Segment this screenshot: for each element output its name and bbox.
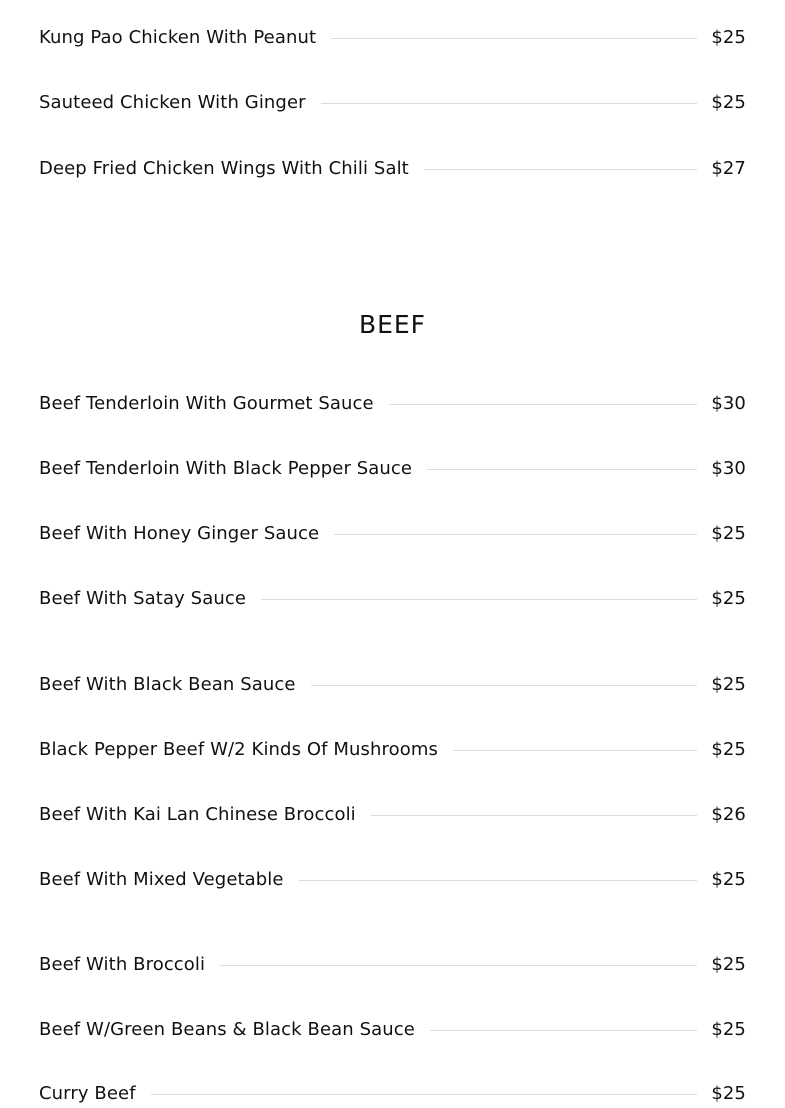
menu-item-price: $25 (711, 587, 746, 609)
leader-line (220, 965, 697, 966)
menu-item-name: Beef With Honey Ginger Sauce (39, 522, 320, 544)
menu-item-price: $25 (711, 953, 746, 975)
menu-item (39, 583, 746, 613)
leader-line (151, 1094, 698, 1095)
menu-item-price: $26 (711, 803, 746, 825)
menu-item-name: Beef With Satay Sauce (39, 587, 246, 609)
menu-item-name: Deep Fried Chicken Wings With Chili Salt (39, 157, 409, 179)
menu-item-name: Curry Beef (39, 1082, 136, 1104)
menu-item-price: $25 (711, 868, 746, 890)
leader-line (424, 169, 698, 170)
menu-item (39, 153, 746, 183)
menu-item-name: Kung Pao Chicken With Peanut (39, 26, 317, 48)
menu-item-price: $30 (711, 457, 746, 479)
menu-item-price: $25 (711, 522, 746, 544)
menu-item (39, 453, 746, 483)
menu-item-price: $25 (711, 26, 746, 48)
menu-item (39, 669, 746, 699)
leader-line (389, 404, 698, 405)
leader-line (299, 880, 698, 881)
menu-item (39, 1014, 746, 1044)
leader-line (331, 38, 697, 39)
menu-item (39, 864, 746, 894)
menu-item (39, 22, 746, 52)
menu-item-name: Beef Tenderloin With Gourmet Sauce (39, 392, 374, 414)
menu-item-price: $25 (711, 91, 746, 113)
leader-line (453, 750, 697, 751)
leader-line (427, 469, 697, 470)
menu-item-price: $25 (711, 1082, 746, 1104)
menu-item (39, 388, 746, 418)
leader-line (261, 599, 697, 600)
menu-item (39, 87, 746, 117)
leader-line (430, 1030, 697, 1031)
menu-item-price: $30 (711, 392, 746, 414)
menu-item-price: $27 (711, 157, 746, 179)
menu-item (39, 949, 746, 979)
leader-line (334, 534, 697, 535)
leader-line (321, 103, 698, 104)
menu-item-price: $25 (711, 1018, 746, 1040)
menu-item-name: Beef With Black Bean Sauce (39, 673, 296, 695)
menu-item-name: Black Pepper Beef W/2 Kinds Of Mushrooms (39, 738, 438, 760)
menu-item (39, 734, 746, 764)
menu-item (39, 799, 746, 829)
menu-item (39, 1078, 746, 1108)
menu-item-price: $25 (711, 738, 746, 760)
leader-line (371, 815, 698, 816)
menu-item-name: Beef With Kai Lan Chinese Broccoli (39, 803, 356, 825)
menu-item-name: Beef W/Green Beans & Black Bean Sauce (39, 1018, 415, 1040)
menu-item (39, 518, 746, 548)
leader-line (311, 685, 698, 686)
menu-item-name: Beef With Mixed Vegetable (39, 868, 284, 890)
menu-item-name: Sauteed Chicken With Ginger (39, 91, 306, 113)
menu-item-price: $25 (711, 673, 746, 695)
menu-item-name: Beef With Broccoli (39, 953, 206, 975)
section-title: BEEF (358, 310, 427, 339)
menu-item-name: Beef Tenderloin With Black Pepper Sauce (39, 457, 413, 479)
